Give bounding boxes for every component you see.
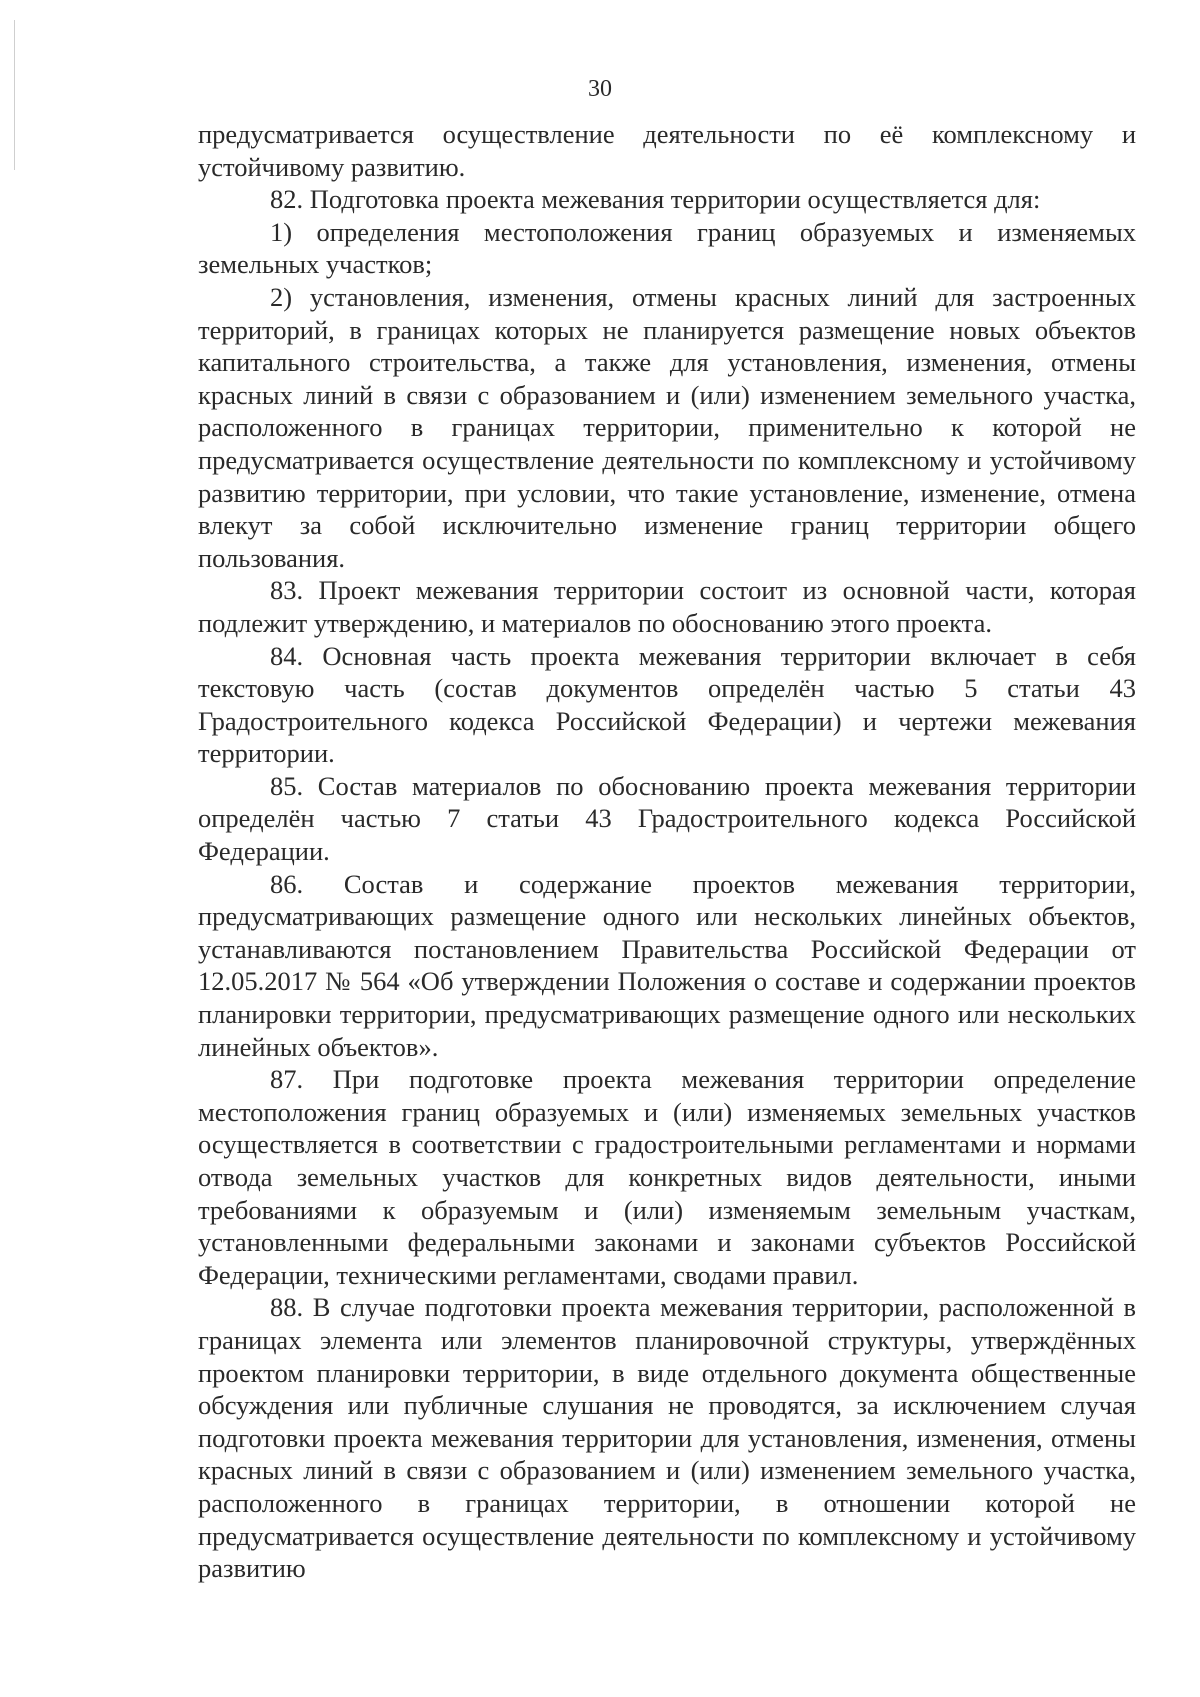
paragraph-88: 88. В случае подготовки проекта межевания территории, расположенной в границах элемента или элементов планировочной структуры, утверждённых проектом планировки территории, в виде отдельного документа общественные обсуждения или публичные слушания не проводятся, за исключением случая подготовки проекта межевания территории для установления, изменения, отмены красных линий в связи с образованием и (или) изменением земельного участка, расположенного в границах территории, в отношении которой не предусматривается осуществление деятельности по комплексному и устойчивому развитию (198, 1292, 1136, 1584)
paragraph-82-item-2: 2) установления, изменения, отмены красных линий для застроенных территорий, в границах которых не планируется размещение новых объектов капитального строительства, а также для установления, изменения, отмены красных линий в связи с образованием и (или) изменением земельного участка, расположенного в границах территории, применительно к которой не предусматривается осуществление деятельности по комплексному и устойчивому развитию территории, при условии, что такие установление, изменение, отмена влекут за собой исключительно изменение границ территории общего пользования. (198, 281, 1136, 573)
paragraph-continuation: предусматривается осуществление деятельности по её комплексному и устойчивому развитию. (198, 119, 1136, 182)
paragraph-84: 84. Основная часть проекта межевания территории включает в себя текстовую часть (состав документов определён частью 5 статьи 43 Градостроительного кодекса Российской Федерации) и чертежи межевания территории. (198, 640, 1136, 769)
document-body (198, 118, 1136, 1585)
paragraph-82: 82. Подготовка проекта межевания территории осуществляется для: (270, 184, 1041, 215)
paragraph-83: 83. Проект межевания территории состоит из основной части, которая подлежит утверждению, и материалов по обоснованию этого проекта. (198, 575, 1136, 638)
page-number: 30 (588, 76, 612, 102)
paragraph-85: 85. Состав материалов по обоснованию проекта межевания территории определён частью 7 статьи 43 Градостроительного кодекса Российской Федерации. (198, 770, 1136, 867)
paragraph-82-item-1: 1) определения местоположения границ образуемых и изменяемых земельных участков; (198, 216, 1136, 280)
paragraph-86: 86. Состав и содержание проектов межевания территории, предусматривающих размещение одного или нескольких линейных объектов, устанавливаются постановлением Правительства Российской Федерации от 12.05.2017 № 564 «Об утверждении Положения о составе и содержании проектов планировки территории, предусматривающих размещение одного или нескольких линейных объектов». (198, 868, 1136, 1062)
paragraph-87: 87. При подготовке проекта межевания территории определение местоположения границ образуемых и (или) изменяемых земельных участков осуществляется в соответствии с градостроительными регламентами и нормами отвода земельных участков для конкретных видов деятельности, иными требованиями к образуемым и (или) изменяемым земельным участкам, установленными федеральными законами и законами субъектов Российской Федерации, техническими регламентами, сводами правил. (198, 1064, 1136, 1290)
